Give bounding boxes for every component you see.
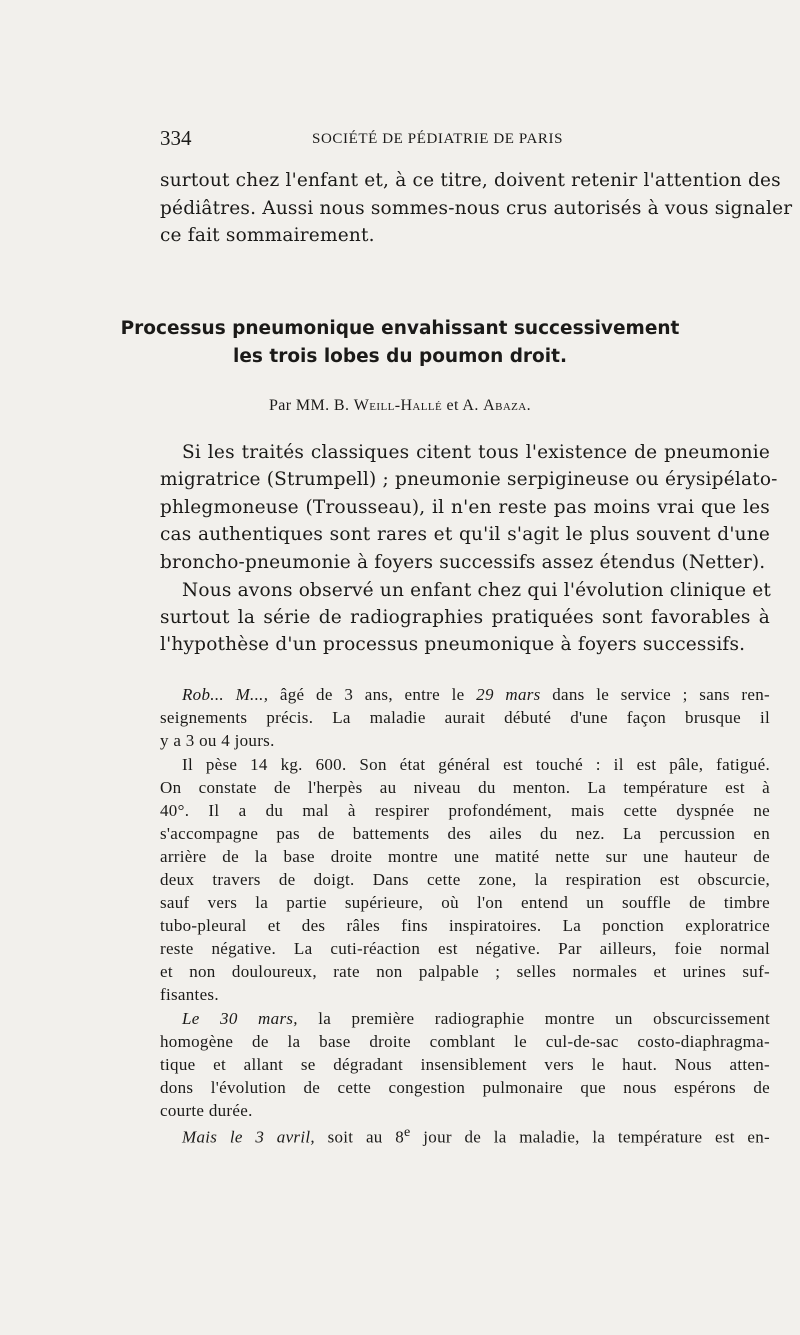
admission-date: 29 mars [476,685,541,704]
authors-conjunction: et A. [446,397,479,414]
running-head: SOCIÉTÉ DE PÉDIATRIE DE PARIS [312,131,564,147]
case-line: sauf vers la partie supérieure, où l'on entend un souffle de timbre [160,893,770,912]
article-title-line: Processus pneumonique envahissant successivement [120,318,680,339]
case-line: fisantes. [160,985,219,1004]
body-line: migratrice (Strumpell) ; pneumonie serpigineuse ou érysipélato- [160,469,778,490]
author-name: Weill-Hallé [353,397,443,414]
ordinal-superscript: e [404,1124,411,1140]
case-date: Le 30 mars, [182,1009,298,1028]
case-line: Mais le 3 avril, soit au 8e jour de la maladie, la température est en- [182,1124,770,1147]
case-line: Le 30 mars, la première radiographie montre un obscurcissement [182,1009,771,1028]
case-line: reste négative. La cuti-réaction est négative. Par ailleurs, foie normal [160,939,770,958]
article-authors [0,397,800,415]
intro-line: surtout chez l'enfant et, à ce titre, doivent retenir l'attention des [160,170,781,191]
authors-prefix: Par MM. B. [268,397,350,414]
case-line: Il pèse 14 kg. 600. Son état général est touché : il est pâle, fatigué. [182,755,770,774]
author-name: Abaza. [483,397,532,414]
patient-name: Rob... M..., [182,685,269,704]
page-header [160,126,770,154]
article-title-line: les trois lobes du poumon droit. [233,346,567,367]
case-line: 40°. Il a du mal à respirer profondément, mais cette dyspnée ne [160,801,770,820]
case-line: deux travers de doigt. Dans cette zone, la respiration est obscurcie, [160,870,770,889]
body-line: phlegmoneuse (Trousseau), il n'en reste pas moins vrai que les [160,497,770,518]
body-line: cas authentiques sont rares et qu'il s'agit le plus souvent d'une [160,524,770,545]
case-line: y a 3 ou 4 jours. [160,731,275,750]
case-line: tubo-pleural et des râles fins inspiratoires. La ponction exploratrice [160,916,770,935]
case-line: tique et allant se dégradant insensiblement vers le haut. Nous atten- [160,1055,770,1074]
case-line: arrière de la base droite montre une matité nette sur une hauteur de [160,847,770,866]
body-line: surtout la série de radiographies pratiquées sont favorables à [160,607,770,628]
body-line: l'hypothèse d'un processus pneumonique à foyers successifs. [160,634,746,655]
body-line: broncho-pneumonie à foyers successifs assez étendus (Netter). [160,552,766,573]
case-line: On constate de l'herpès au niveau du menton. La température est à [160,778,770,797]
case-line: homogène de la base droite comblant le cul-de-sac costo-diaphragma- [160,1032,770,1051]
case-line: s'accompagne pas de battements des ailes du nez. La percussion en [160,824,770,843]
case-line: et non douloureux, rate non palpable ; selles normales et urines suf- [160,962,770,981]
case-line: dons l'évolution de cette congestion pulmonaire que nous espérons de [160,1078,770,1097]
case-line: seignements précis. La maladie aurait débuté d'une façon brusque il [160,708,770,727]
case-date: Mais le 3 avril, [182,1127,315,1147]
page-number: 334 [160,126,192,150]
intro-line: pédiâtres. Aussi nous sommes-nous crus autorisés à vous signaler [160,198,793,219]
body-line: Si les traités classiques citent tous l'existence de pneumonie [182,442,770,463]
intro-line: ce fait sommairement. [160,225,375,246]
case-line: Rob... M..., âgé de 3 ans, entre le 29 mars dans le service ; sans ren- [182,685,770,704]
case-line: courte durée. [160,1101,253,1120]
body-line: Nous avons observé un enfant chez qui l'évolution clinique et [182,580,772,601]
